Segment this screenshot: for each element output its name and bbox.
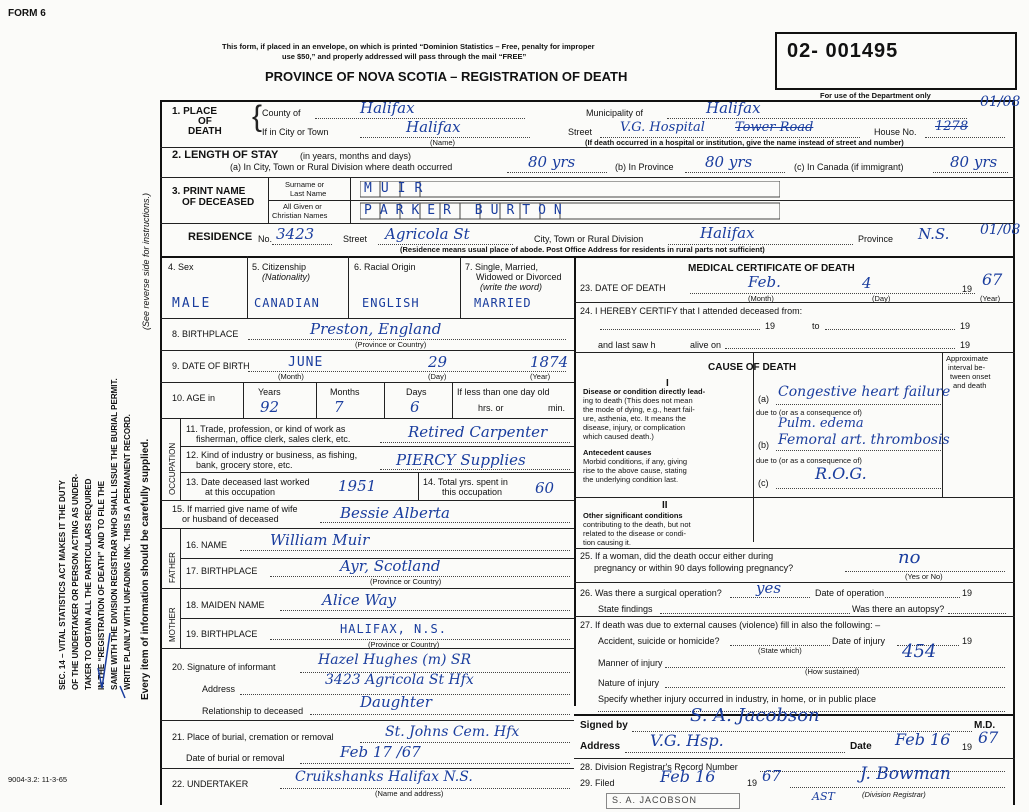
cause-b-value: Femoral art. thrombosis	[778, 432, 950, 448]
other-conditions-label-1: Other significant conditions	[583, 511, 683, 520]
municipality-value: Halifax	[706, 99, 761, 117]
given-label-1: All Given or	[283, 202, 322, 211]
cause-c-label: (c)	[758, 478, 769, 488]
autopsy-label: Was there an autopsy?	[852, 604, 945, 614]
stay-label: 2. LENGTH OF STAY	[172, 149, 279, 161]
disease-label-4: ure, asthenia, etc. It means the	[583, 414, 686, 423]
occ12-label-1: 12. Kind of industry or business, as fishing,	[186, 450, 358, 460]
date-of-death-label: 23. DATE OF DEATH	[580, 283, 666, 293]
relationship-label: Relationship to deceased	[202, 706, 304, 716]
filed-value: Feb 16	[660, 767, 716, 786]
rule-3d	[160, 223, 1015, 224]
death-date-line	[690, 293, 975, 294]
cause-of-death-title: CAUSE OF DEATH	[708, 362, 797, 373]
r12	[160, 648, 574, 649]
father-name-line	[240, 550, 570, 551]
father-birthplace-value: Ayr, Scotland	[340, 557, 441, 575]
age-days-label: Days	[406, 387, 427, 397]
mother-birthplace-label: 19. BIRTHPLACE	[186, 629, 258, 639]
manner-label: Manner of injury	[598, 658, 663, 668]
residence-label: RESIDENCE	[188, 231, 253, 243]
racial-origin-value: ENGLISH	[362, 296, 420, 310]
residence-city-label: City, Town or Rural Division	[534, 234, 644, 244]
rr4	[574, 548, 1015, 549]
approx-label-4: and death	[953, 381, 987, 390]
burial-date-label: Date of burial or removal	[186, 753, 285, 763]
occ14-label-2: this occupation	[442, 487, 503, 497]
antecedent-label-3: rise to the above cause, stating	[583, 466, 687, 475]
cause-c-line	[776, 488, 941, 489]
disease-label-6: which caused death.)	[583, 432, 654, 441]
cause-a2-value: Pulm. edema	[778, 416, 864, 431]
marital-label-3: (write the word)	[480, 282, 543, 292]
date-injury-19: 19	[962, 636, 973, 646]
dob-year-sublabel: (Year)	[530, 372, 551, 381]
hospital-note: (If death occurred in a hospital or institution, give the name instead of street and number)	[585, 138, 904, 147]
stay-b-line	[685, 172, 785, 173]
stay-a-line	[507, 172, 607, 173]
informant-address-label: Address	[202, 684, 236, 694]
stay-a-value: 80 yrs	[528, 153, 576, 171]
cause-d1	[753, 352, 754, 542]
hrs-label: hrs. or	[478, 403, 504, 413]
age-months-label: Months	[330, 387, 360, 397]
r7	[160, 382, 574, 383]
death-month-value: Feb.	[748, 273, 781, 291]
father-name-value: William Muir	[270, 531, 370, 549]
age-days-value: 6	[410, 398, 420, 416]
yes-no-sublabel: (Yes or No)	[905, 572, 943, 581]
death-day-sublabel: (Day)	[872, 294, 891, 303]
rr5	[574, 582, 1015, 583]
last-saw-label: and last saw h	[598, 340, 656, 350]
rule-3c	[350, 177, 351, 223]
undertaker-value: Cruikshanks Halifax N.S.	[295, 769, 473, 785]
dob-label: 9. DATE OF BIRTH	[172, 361, 250, 371]
q25-label-1: 25. If a woman, did the death occur either during	[580, 551, 774, 561]
r4-d1	[247, 256, 248, 318]
q24-label: 24. I HEREBY CERTIFY that I attended deceased from:	[580, 306, 803, 316]
residence-province-value: N.S.	[918, 225, 950, 243]
cause-d2	[942, 352, 943, 497]
occ12-value: PIERCY Supplies	[396, 451, 526, 469]
r4-d2	[348, 256, 349, 318]
q25-value: no	[898, 547, 921, 568]
side-note-6: WRITE PLAINLY WITH UNFADING INK. THIS IS A PERMANENT RECORD.	[123, 414, 132, 690]
county-value: Halifax	[360, 99, 415, 117]
q29-label: 29. Filed	[580, 778, 615, 788]
residence-note: (Residence means usual place of abode. Post Office Address for residents in rural parts not sufficient)	[400, 245, 765, 254]
relationship-value: Daughter	[360, 693, 432, 711]
form-code: 9004-3.2: 11-3-65	[8, 775, 68, 784]
state-which-sublabel: (State which)	[758, 646, 802, 655]
approx-label-1: Approximate	[946, 354, 989, 363]
surname-label-2: Last Name	[290, 189, 327, 198]
cause-part-ii: II	[662, 500, 668, 511]
residence-no-label: No.	[258, 234, 273, 244]
occ-d2	[418, 472, 419, 500]
rr6	[574, 616, 1015, 617]
father-name-label: 16. NAME	[186, 540, 228, 550]
occ-r1	[180, 446, 574, 447]
occ12-label-2: bank, grocery store, etc.	[196, 460, 293, 470]
father-birthplace-sublabel: (Province or Country)	[370, 577, 442, 586]
dob-year-value: 1874	[530, 353, 569, 371]
occ14-value: 60	[535, 479, 555, 497]
street-struck-value: Tower Road	[735, 120, 814, 135]
cause-a-line	[776, 404, 941, 405]
burial-value: St. Johns Cem. Hfx	[385, 724, 520, 740]
occ12-line	[380, 469, 570, 470]
division-registrar-sublabel: (Division Registrar)	[862, 790, 926, 799]
residence-street-label: Street	[343, 234, 368, 244]
r13	[160, 720, 574, 721]
antecedent-label-4: the underlying condition last.	[583, 475, 679, 484]
date-op-line	[885, 597, 960, 598]
q27-code-value: 454	[902, 641, 937, 662]
rule-1	[160, 147, 1015, 148]
wife-label-2: or husband of deceased	[182, 514, 279, 524]
age-months-value: 7	[334, 398, 344, 416]
residence-no-value: 3423	[276, 225, 315, 243]
marital-value: MARRIED	[474, 296, 532, 310]
birthplace-sublabel: (Province or Country)	[355, 340, 427, 349]
q25-label-2: pregnancy or within 90 days following pregnancy?	[594, 563, 794, 573]
street-label: Street	[568, 127, 593, 137]
print-name-label-2: OF DECEASED	[182, 197, 255, 208]
occ14-label-1: 14. Total yrs. spent in	[423, 477, 508, 487]
occ11-value: Retired Carpenter	[408, 423, 548, 441]
mail-notice-line2: use $50,” and properly addressed will pass through the mail “FREE”	[282, 52, 527, 61]
birthplace-label: 8. BIRTHPLACE	[172, 329, 239, 339]
residence-province-label: Province	[858, 234, 894, 244]
surname-value: MUIR	[364, 181, 432, 196]
other-conditions-label-3: related to the disease or condi-	[583, 529, 686, 538]
stay-a-label: (a) In City, Town or Rural Division where death occurred	[230, 162, 453, 172]
age-d1	[243, 382, 244, 418]
citizenship-label-1: 5. Citizenship	[252, 262, 307, 272]
q24-line-b	[825, 329, 955, 330]
father-vertical-label: FATHER	[168, 552, 177, 583]
physician-stamp-text: S. A. JACOBSON	[612, 795, 698, 805]
municipality-label: Municipality of	[586, 108, 644, 118]
side-supply-note: Every item of information should be carefully supplied.	[140, 438, 151, 700]
occ11-label-1: 11. Trade, profession, or kind of work as	[186, 424, 346, 434]
frame-right	[1013, 100, 1015, 805]
side-note-1: SEC. 14 – VITAL STATISTICS ACT MAKES IT THE DUTY	[58, 480, 67, 690]
signed-by-value: S. A. Jacobson	[690, 705, 820, 726]
mail-notice-line1: This form, if placed in an envelope, on which is printed “Dominion Statistics – Free, penalty for improper	[222, 42, 595, 51]
disease-label-1: Disease or condition directly lead-	[583, 387, 706, 396]
cause-b-line	[776, 450, 941, 451]
stay-b-value: 80 yrs	[705, 153, 753, 171]
cause-part-i: I	[666, 378, 669, 389]
registration-number: 02- 001495	[787, 40, 899, 62]
stay-b-label: (b) In Province	[615, 162, 674, 172]
rr2	[574, 352, 1015, 353]
disease-label-2: ing to death (This does not mean	[583, 396, 693, 405]
place-label-2: OF	[198, 116, 212, 127]
dob-month-sublabel: (Month)	[278, 372, 304, 381]
rr1	[574, 302, 1015, 303]
q24-line-a	[600, 329, 760, 330]
marital-label-1: 7. Single, Married,	[465, 262, 539, 272]
death-year-value: 67	[982, 270, 1003, 289]
less-than-day-label: If less than one day old	[457, 387, 550, 397]
r5	[160, 318, 574, 319]
cause-a-value: Congestive heart failure	[778, 384, 951, 400]
autopsy-line	[948, 613, 1006, 614]
res-no-line	[272, 244, 332, 245]
frame-left	[160, 100, 162, 805]
city-value: Halifax	[406, 118, 461, 136]
undertaker-sublabel: (Name and address)	[375, 789, 444, 798]
antecedent-label-2: Morbid conditions, if any, giving	[583, 457, 688, 466]
side-note-4: IN THE “REGISTRATION OF DEATH” AND TO FILE THE	[97, 480, 106, 690]
md-label: M.D.	[974, 720, 996, 731]
q24-19-a: 19	[765, 321, 776, 331]
sex-value: MALE	[172, 296, 212, 311]
marital-label-2: Widowed or Divorced	[476, 272, 562, 282]
name-sublabel: (Name)	[430, 138, 456, 147]
filed-year: 67	[762, 767, 782, 785]
registrar-initials: AST	[812, 790, 835, 803]
mother-maiden-label: 18. MAIDEN NAME	[186, 600, 265, 610]
r11	[160, 588, 574, 589]
date-signed-year: 67	[978, 728, 999, 747]
given-value: PARKER BURTON	[364, 203, 570, 218]
other-conditions-label-2: contributing to the death, but not	[583, 520, 691, 529]
mother-birthplace-value: HALIFAX, N.S.	[340, 622, 447, 636]
form-title: PROVINCE OF NOVA SCOTIA – REGISTRATION OF DEATH	[265, 69, 628, 84]
wife-label-1: 15. If married give name of wife	[172, 504, 298, 514]
form-number: FORM 6	[8, 8, 46, 19]
sex-label: 4. Sex	[168, 262, 194, 272]
informant-label: 20. Signature of informant	[172, 662, 276, 672]
burial-date-line	[300, 763, 570, 764]
date-injury-label: Date of injury	[832, 636, 886, 646]
q26-label: 26. Was there a surgical operation?	[580, 588, 722, 598]
surname-label-1: Surname or	[285, 180, 325, 189]
cause-c-value: R.O.G.	[815, 464, 867, 483]
rr8	[574, 758, 1015, 759]
birthplace-value: Preston, England	[310, 320, 442, 338]
burial-date-value: Feb 17 /67	[340, 743, 421, 761]
q26-value: yes	[756, 579, 782, 597]
date-signed-19: 19	[962, 742, 973, 752]
age-years-value: 92	[260, 398, 280, 416]
place-label-3: DEATH	[188, 126, 222, 137]
disease-label-3: the mode of dying, e.g., heart fail-	[583, 405, 695, 414]
death-year-prefix: 19	[962, 284, 973, 294]
r4-d3	[460, 256, 461, 318]
due-to-label-2: due to (or as a consequence of)	[756, 456, 862, 465]
age-d3	[384, 382, 385, 418]
dob-day-value: 29	[428, 353, 448, 371]
age-years-label: Years	[258, 387, 281, 397]
brace-left: {	[252, 100, 263, 133]
stay-sublabel: (in years, months and days)	[300, 151, 412, 161]
print-name-label-1: 3. PRINT NAME	[172, 186, 246, 197]
occ11-line	[380, 442, 570, 443]
column-divider	[574, 256, 576, 706]
city-label: If in City or Town	[262, 127, 329, 137]
burial-label: 21. Place of burial, cremation or removal	[172, 732, 334, 742]
date-signed-value: Feb 16	[895, 730, 951, 749]
occ-d	[180, 418, 181, 500]
how-sustained-sublabel: (How sustained)	[805, 667, 860, 676]
side-instructions-note: (See reverse side for instructions.)	[141, 192, 151, 330]
place-label-1: 1. PLACE	[172, 106, 218, 117]
state-findings-label: State findings	[598, 604, 653, 614]
occ13-label-1: 13. Date deceased last worked	[186, 477, 310, 487]
signed-by-label: Signed by	[580, 720, 628, 731]
r8	[160, 418, 574, 419]
stay-c-value: 80 yrs	[950, 153, 998, 171]
rr3	[574, 497, 1015, 498]
q28-label: 28. Division Registrar's Record Number	[580, 762, 738, 772]
undertaker-label: 22. UNDERTAKER	[172, 779, 249, 789]
racial-origin-label: 6. Racial Origin	[354, 262, 416, 272]
q26-line	[730, 597, 810, 598]
medical-certificate-title: MEDICAL CERTIFICATE OF DEATH	[688, 263, 855, 274]
side-note-5: SAME WITH THE DIVISION REGISTRAR WHO SHALL ISSUE THE BURIAL PERMIT.	[110, 378, 119, 690]
filed-line	[790, 787, 1005, 788]
nature-label: Nature of injury	[598, 678, 660, 688]
specify-label: Specify whether injury occurred in industry, in home, or in public place	[598, 694, 876, 704]
occ13-label-2: at this occupation	[205, 487, 276, 497]
occ11-label-2: fisherman, office clerk, sales clerk, etc.	[196, 434, 351, 444]
rule-2	[160, 177, 1015, 178]
wife-line	[320, 522, 570, 523]
informant-value: Hazel Hughes (m) SR	[318, 652, 472, 668]
r6	[160, 350, 574, 351]
stay-c-line	[933, 172, 1008, 173]
approx-label-3: tween onset	[950, 372, 991, 381]
municipality-line	[667, 118, 967, 119]
age-d2	[316, 382, 317, 418]
death-day-value: 4	[862, 274, 872, 292]
stay-c-label: (c) In Canada (if immigrant)	[794, 162, 904, 172]
other-conditions-label-4: tion causing it.	[583, 538, 631, 547]
cause-a-label: (a)	[758, 394, 769, 404]
age-label: 10. AGE in	[172, 393, 216, 403]
county-label: County of	[262, 108, 301, 118]
min-label: min.	[548, 403, 566, 413]
citizenship-label-2: (Nationality)	[262, 272, 311, 282]
approx-label-2: interval be-	[948, 363, 986, 372]
residence-street-value: Agricola St	[385, 225, 470, 243]
address-line	[625, 752, 845, 753]
mother-maiden-line	[280, 610, 570, 611]
findings-line	[660, 613, 850, 614]
r10	[160, 528, 574, 529]
margin-pen-mark	[80, 628, 140, 708]
alive-on-label: alive on	[690, 340, 722, 350]
occ13-value: 1951	[338, 477, 377, 495]
department-code-1: 01/08	[980, 94, 1021, 110]
address-value: V.G. Hsp.	[650, 731, 724, 750]
dob-month-value: JUNE	[288, 355, 324, 370]
house-label: House No.	[874, 127, 917, 137]
filed-19: 19	[747, 778, 758, 788]
fm-r2	[180, 618, 574, 619]
cause-b-label: (b)	[758, 440, 769, 450]
death-year-sublabel: (Year)	[980, 294, 1001, 303]
department-use-label: For use of the Department only	[820, 91, 931, 100]
antecedent-label-1: Antecedent causes	[583, 448, 652, 457]
department-code-2: 01/08	[980, 222, 1021, 238]
q24-to: to	[812, 321, 820, 331]
frame-top	[160, 100, 1015, 102]
rule-4	[160, 256, 1015, 258]
registrar-signature: J. Bowman	[860, 764, 951, 784]
mother-birthplace-sublabel: (Province or Country)	[368, 640, 440, 649]
wife-value: Bessie Alberta	[340, 504, 450, 522]
occupation-vertical-label: OCCUPATION	[168, 442, 177, 495]
street-value: V.G. Hospital	[620, 120, 705, 135]
disease-label-5: disease, injury, or complication	[583, 423, 685, 432]
side-note-2: OF THE UNDERTAKER OR PERSON ACTING AS UNDER-	[71, 473, 80, 690]
house-line	[925, 137, 1005, 138]
address-label: Address	[580, 741, 621, 752]
death-month-sublabel: (Month)	[748, 294, 774, 303]
due-to-label-1: due to (or as a consequence of)	[756, 408, 862, 417]
mother-vertical-label: MOTHER	[168, 607, 177, 642]
father-birthplace-label: 17. BIRTHPLACE	[186, 566, 258, 576]
q24-19-b: 19	[960, 321, 971, 331]
date-operation-19: 19	[962, 588, 973, 598]
house-value: 1278	[935, 119, 969, 134]
occ-r2	[180, 472, 574, 473]
side-note-3: TAKER TO OBTAIN ALL THE PARTICULARS REQUIRED	[84, 478, 93, 690]
mother-maiden-value: Alice Way	[322, 591, 397, 609]
q27-label: 27. If death was due to external causes (violence) fill in also the following: –	[580, 620, 881, 630]
dob-day-sublabel: (Day)	[428, 372, 447, 381]
citizenship-value: CANADIAN	[254, 296, 320, 310]
informant-address-value: 3423 Agricola St Hfx	[325, 672, 474, 688]
age-d4	[452, 382, 453, 418]
r9	[160, 500, 574, 501]
accident-label: Accident, suicide or homicide?	[598, 636, 720, 646]
nature-line	[665, 687, 1005, 688]
date-operation-label: Date of operation	[815, 588, 885, 598]
q24-19-c: 19	[960, 340, 971, 350]
relationship-line	[310, 714, 570, 715]
residence-city-value: Halifax	[700, 224, 755, 242]
date-label: Date	[850, 741, 872, 752]
alive-on-line	[725, 348, 955, 349]
given-label-2: Christian Names	[272, 211, 328, 220]
